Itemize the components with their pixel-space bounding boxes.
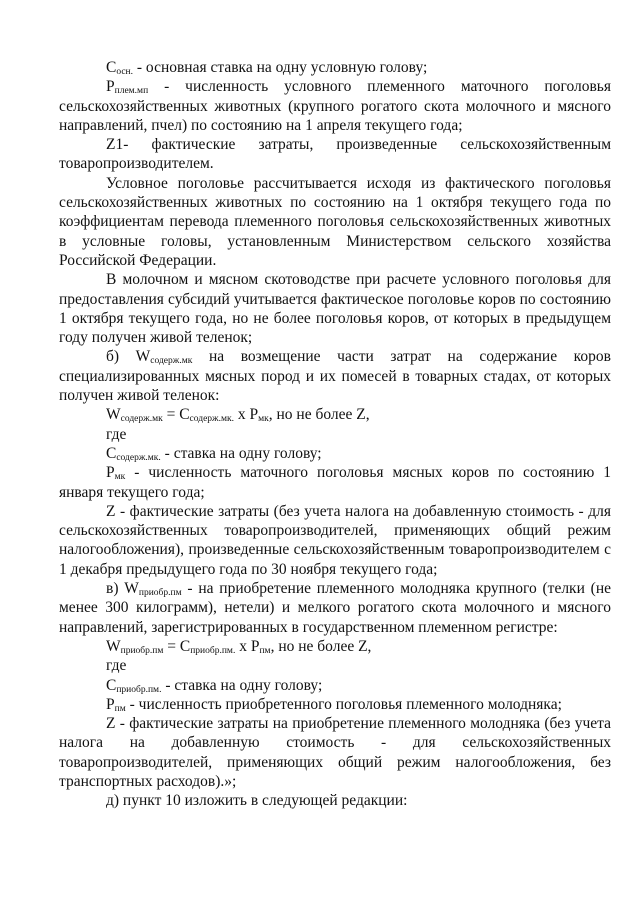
subscript: содерж.мк xyxy=(150,356,193,367)
paragraph xyxy=(59,58,611,77)
text: Р xyxy=(106,78,115,96)
definition: Z - фактические затраты (без учета налога на добавленную стоимость - для сельскохозяйственных товаропроизводителей, применяющих общий режим налогообложения), произведенные сельскохозяйственным товаропроизводителем с 1 декабря предыдущего года по 30 ноября текущего года; xyxy=(59,502,611,578)
text: С xyxy=(106,444,117,462)
text: - численность условного племенного маточного поголовья сельскохозяйственных животных (крупного рогатого скота молочного и мясного направлений, пчел) по состоянию на 1 апреля текущего года; xyxy=(59,78,611,134)
text: на возмещение части затрат на содержание коров специализированных мясных пород и их помесей в товарных стадах, от которых получен живой теленок: xyxy=(59,348,611,405)
subscript: содерж.мк. xyxy=(189,414,234,425)
subscript: приобр.пм xyxy=(120,645,164,656)
text: - ставка на одну голову; xyxy=(160,444,322,462)
definition xyxy=(59,444,611,463)
text: Р xyxy=(106,695,115,713)
text: - численность приобретенного поголовья племенного молодняка; xyxy=(125,695,562,713)
where-label: где xyxy=(106,657,127,675)
formula xyxy=(59,405,611,424)
subscript: пм xyxy=(259,645,271,656)
paragraph: Z1- фактические затраты, произведенные сельскохозяйственным товаропроизводителем. xyxy=(59,136,611,173)
text: С xyxy=(106,59,117,76)
text: W xyxy=(106,406,121,424)
subscript: содерж.мк. xyxy=(116,452,161,463)
paragraph: Условное поголовье рассчитывается исходя из фактического поголовья сельскохозяйственных животных по состоянию на 1 октября текущего года по коэффициентам перевода племенного поголовья сельскохозяйственных животных в условные головы, установленным Министерством сельского хозяйства Российской Федерации. xyxy=(59,174,611,269)
subscript: пм xyxy=(114,703,126,714)
paragraph: В молочном и мясном скотоводстве при расчете условного поголовья для предоставления субсидий учитывается фактическое поголовье коров по состоянию 1 октября текущего года, но не более поголовья коров, от которых в предыдущем году получен живой теленок; xyxy=(59,271,611,347)
definition xyxy=(59,676,611,695)
text: - основная ставка на одну условную голову; xyxy=(133,59,428,76)
subscript: мк xyxy=(114,472,126,483)
where-label: где xyxy=(106,425,127,443)
text: - на приобретение племенного молодняка крупного (телки (не менее 300 килограмм), нетели) и мелкого рогатого скота молочного и мясного направлений, зарегистрированных в государственном племенном регистре: xyxy=(59,580,611,636)
definition: Z - фактические затраты на приобретение племенного молодняка (без учета налога на добавленную стоимость - для сельскохозяйственных товаропроизводителей, применяющих общий режим налогообложения, без транспортных расходов).»; xyxy=(59,715,611,790)
paragraph xyxy=(59,77,611,135)
subscript: плем.мп xyxy=(114,86,149,97)
text: , но не более Z, xyxy=(268,406,370,424)
text: Р xyxy=(106,464,115,482)
definition xyxy=(59,463,611,502)
paragraph xyxy=(59,347,611,405)
definition xyxy=(59,695,611,714)
text: х Р xyxy=(235,637,260,655)
text: = С xyxy=(163,637,191,655)
formula xyxy=(59,637,611,656)
subscript: содерж.мк xyxy=(120,414,163,425)
text: = С xyxy=(162,406,190,424)
paragraph: д) пункт 10 изложить в следующей редакции: xyxy=(106,792,408,810)
subscript: осн. xyxy=(116,67,134,77)
text: - ставка на одну голову; xyxy=(161,676,323,694)
subscript: приобр.пм. xyxy=(116,684,162,695)
text: W xyxy=(106,637,121,655)
text: С xyxy=(106,676,117,694)
paragraph xyxy=(59,579,611,637)
document-body xyxy=(59,58,611,811)
subscript: приобр.пм. xyxy=(190,645,236,656)
text: - численность маточного поголовья мясных коров по состоянию 1 января текущего года; xyxy=(59,464,611,501)
subscript: приобр.пм xyxy=(138,588,182,599)
text: , но не более Z, xyxy=(270,637,372,655)
text: в) W xyxy=(106,580,139,598)
text: б) W xyxy=(106,348,151,366)
subscript: мк xyxy=(258,414,269,425)
text: х Р xyxy=(233,406,259,424)
